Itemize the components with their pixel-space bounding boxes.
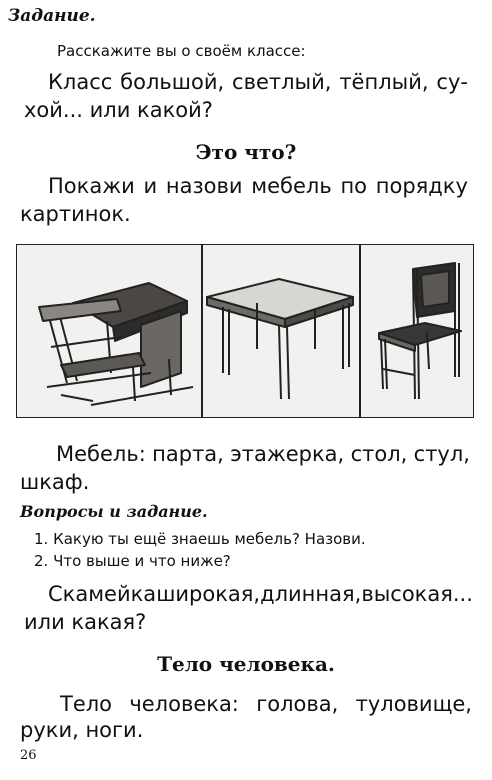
- word: и: [143, 174, 158, 198]
- paragraph-furniture-line2: шкаф.: [20, 470, 90, 494]
- table-drawing: [205, 257, 355, 407]
- paragraph-bench-line2: или какая?: [24, 610, 147, 634]
- word: Мебель:: [56, 442, 146, 466]
- chair-drawing: [369, 259, 469, 409]
- word: мебель: [251, 174, 332, 198]
- word: тёплый,: [339, 70, 429, 94]
- paragraph-furniture-line1: [56, 440, 470, 468]
- school-desk-drawing: [21, 255, 197, 411]
- furniture-illustration: [16, 244, 474, 418]
- task-text: Расскажите вы о своём классе:: [57, 42, 306, 60]
- paragraph-bench-line1: [48, 580, 472, 608]
- paragraph-show-line1: [48, 172, 468, 200]
- word: Покажи: [48, 174, 135, 198]
- question-item: 1. Какую ты ещё знаешь мебель? Назови.: [34, 530, 366, 548]
- word: большой,: [120, 70, 225, 94]
- word: по: [340, 174, 368, 198]
- word: этажерка,: [230, 442, 345, 466]
- word: назови: [165, 174, 243, 198]
- word: парта,: [152, 442, 224, 466]
- paragraph-body-line1: [60, 690, 472, 718]
- word: су-: [436, 70, 468, 94]
- word: длинная,: [260, 582, 362, 606]
- page-number: 26: [20, 748, 37, 763]
- word: Скамейка: [48, 582, 157, 606]
- paragraph-body-line2: руки, ноги.: [20, 718, 144, 742]
- word: голова,: [256, 692, 339, 716]
- task-label: Задание.: [8, 6, 96, 26]
- heading-what-is-this: Это что?: [195, 140, 297, 164]
- question-item: 2. Что выше и что ниже?: [34, 552, 231, 570]
- paragraph-show-line2: картинок.: [20, 202, 131, 226]
- word: порядку: [375, 174, 468, 198]
- word: стул,: [413, 442, 470, 466]
- word: высокая...: [361, 582, 473, 606]
- paragraph-class-line2: хой... или какой?: [24, 98, 213, 122]
- panel-divider: [359, 245, 361, 417]
- word: светлый,: [232, 70, 332, 94]
- word: широкая,: [156, 582, 261, 606]
- word: стол,: [350, 442, 408, 466]
- panel-divider: [201, 245, 203, 417]
- word: туловище,: [355, 692, 472, 716]
- word: Тело: [60, 692, 113, 716]
- word: человека:: [129, 692, 239, 716]
- heading-human-body: Тело человека.: [157, 652, 335, 676]
- questions-label: Вопросы и задание.: [20, 502, 208, 521]
- paragraph-class-line1: [48, 68, 468, 96]
- word: Класс: [48, 70, 113, 94]
